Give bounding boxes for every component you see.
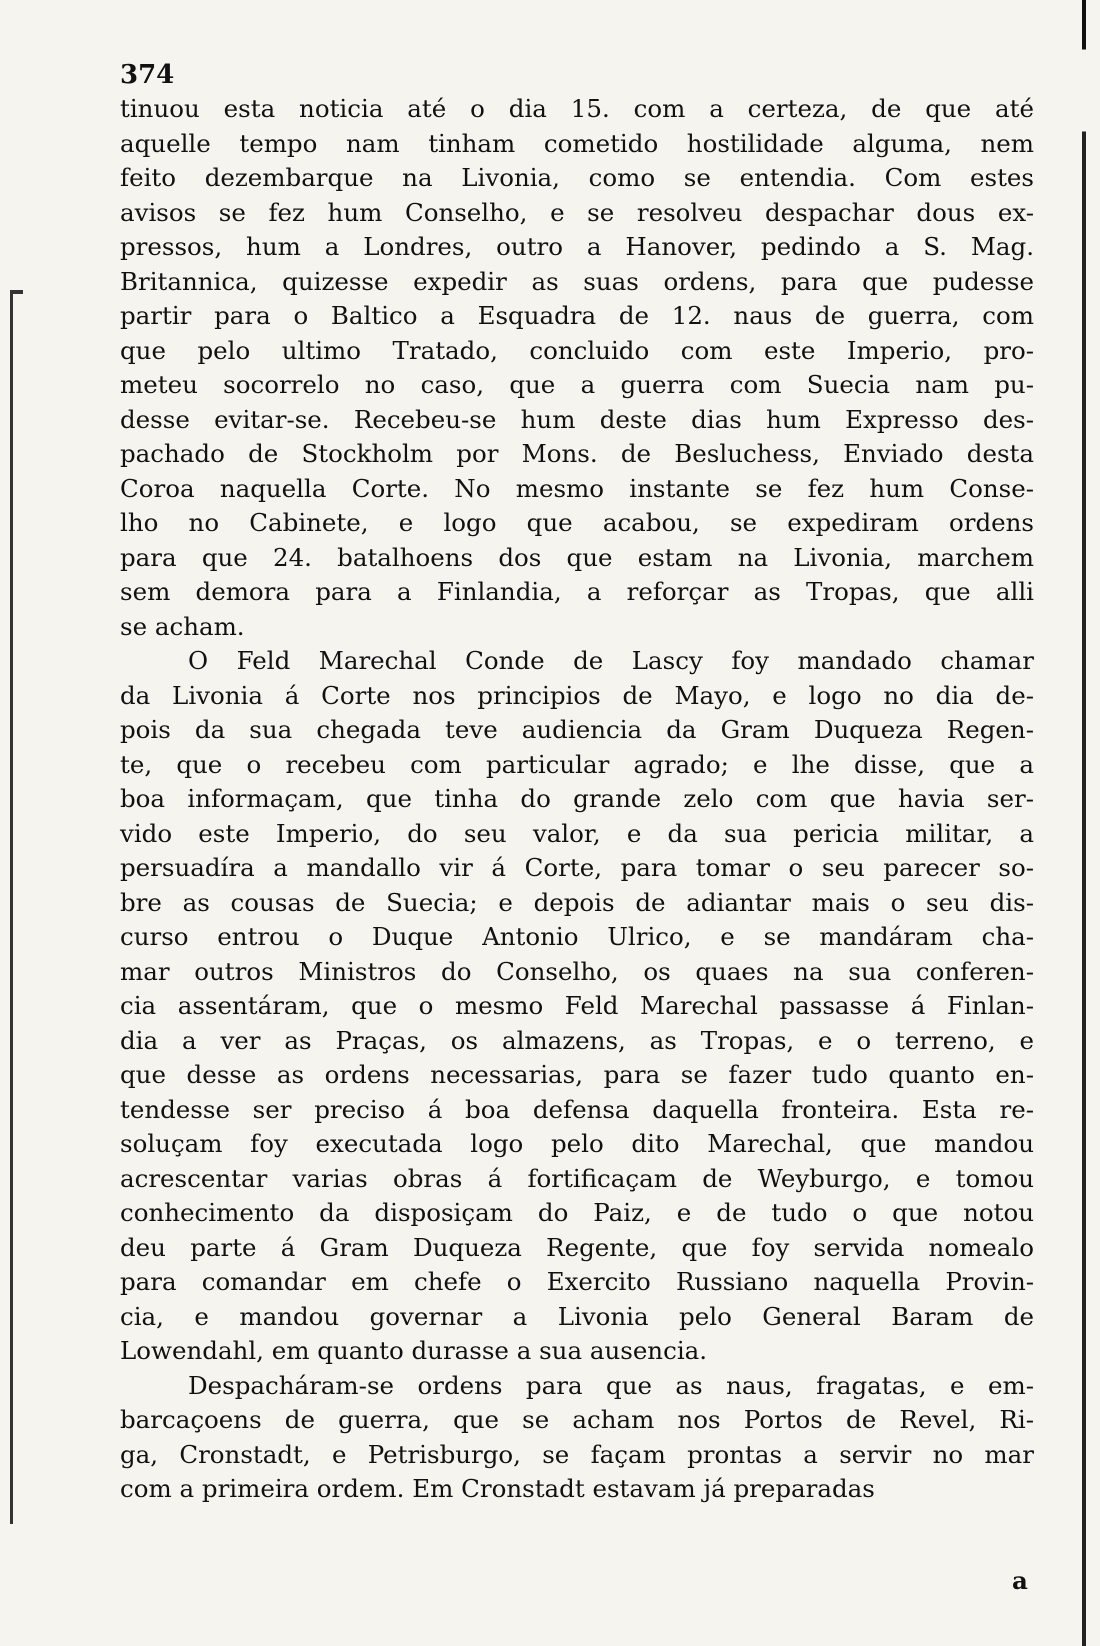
text-line: barcaçoens de guerra, que se acham nos Portos de Revel, Ri- [120,1405,1034,1434]
text-line: lho no Cabinete, e logo que acabou, se expediram ordens [120,508,1034,537]
text-line: deu parte á Gram Duqueza Regente, que foy servida nomealo [120,1232,1034,1262]
text-line: Britannica, quizesse expedir as suas ordens, para que pudesse [120,266,1034,296]
text-line: meteu socorrelo no caso, que a guerra com Suecia nam pu- [120,370,1034,399]
text-line: para comandar em chefe o Exercito Russiano naquella Provin- [120,1267,1034,1296]
text-line: avisos se fez hum Conselho, e se resolveu despachar dous ex- [120,197,1034,227]
text-line: soluçam foy executada logo pelo dito Marechal, que mandou [120,1129,1034,1158]
text-line: da Livonia á Corte nos principios de Mayo, e logo no dia de- [120,680,1034,710]
text-line: sem demora para a Finlandia, a reforçar as Tropas, que alli [120,577,1034,606]
text-line: vido este Imperio, do seu valor, e da sua pericia militar, a [120,818,1034,848]
body-text [120,92,1034,1507]
paragraph [120,92,1034,644]
text-line: te, que o recebeu com particular agrado; e lhe disse, que a [120,749,1034,779]
text-line: aquelle tempo nam tinham cometido hostilidade alguma, nem [120,128,1034,158]
text-line: pressos, hum a Londres, outro a Hanover, pedindo a S. Mag. [120,232,1034,261]
catchword: a [1012,1566,1028,1595]
text-line: curso entrou o Duque Antonio Ulrico, e se mandáram cha- [120,922,1034,951]
text-line: ga, Cronstadt, e Petrisburgo, se façam prontas a servir no mar [120,1439,1034,1469]
text-line: desse evitar-se. Recebeu-se hum deste dias hum Expresso des- [120,404,1034,434]
text-line: pachado de Stockholm por Mons. de Besluchess, Enviado desta [120,439,1034,468]
text-line: para que 24. batalhoens dos que estam na Livonia, marchem [120,542,1034,572]
text-line: conhecimento da disposiçam do Paiz, e de tudo o que notou [120,1198,1034,1227]
text-line: cia assentáram, que o mesmo Feld Marechal passasse á Finlan- [120,991,1034,1020]
text-line: bre as cousas de Suecia; e depois de adiantar mais o seu dis- [120,887,1034,917]
text-line: O Feld Marechal Conde de Lascy foy mandado chamar [188,646,1034,675]
paragraph [120,644,1034,1369]
text-line: pois da sua chegada teve audiencia da Gram Duqueza Regen- [120,715,1034,744]
right-page-edge [1082,0,1086,1646]
text-line: cia, e mandou governar a Livonia pelo General Baram de [120,1301,1034,1331]
text-line: que desse as ordens necessarias, para se fazer tudo quanto en- [120,1060,1034,1089]
text-line: partir para o Baltico a Esquadra de 12. naus de guerra, com [120,301,1034,330]
text-line: Despacháram-se ordens para que as naus, fragatas, e em- [188,1370,1034,1400]
text-line: feito dezembarque na Livonia, como se entendia. Com estes [120,163,1034,192]
left-margin-bracket [10,290,23,1524]
page-number: 374 [120,60,175,90]
text-line: tinuou esta noticia até o dia 15. com a certeza, de que até [120,94,1034,123]
text-line: se acham. [120,611,245,641]
text-line: mar outros Ministros do Conselho, os quaes na sua conferen- [120,956,1034,986]
text-line: acrescentar varias obras á fortificaçam de Weyburgo, e tomou [120,1163,1034,1193]
text-line: boa informaçam, que tinha do grande zelo com que havia ser- [120,784,1034,813]
text-line: persuadíra a mandallo vir á Corte, para tomar o seu parecer so- [120,853,1034,882]
text-line: Lowendahl, em quanto durasse a sua ausencia. [120,1336,708,1365]
paragraph [120,1369,1034,1507]
text-line: tendesse ser preciso á boa defensa daquella fronteira. Esta re- [120,1094,1034,1124]
text-line: Coroa naquella Corte. No mesmo instante se fez hum Conse- [120,473,1034,503]
text-line: dia a ver as Praças, os almazens, as Tropas, e o terreno, e [120,1025,1034,1055]
text-line: com a primeira ordem. Em Cronstadt estavam já preparadas [120,1474,875,1503]
text-line: que pelo ultimo Tratado, concluido com este Imperio, pro- [120,335,1034,365]
